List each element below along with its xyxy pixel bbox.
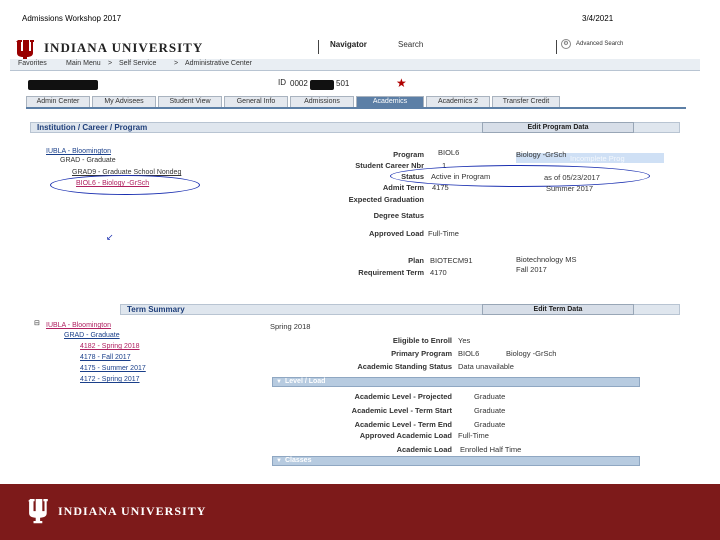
edit-program-data-button[interactable]: Edit Program Data xyxy=(482,122,634,133)
tree-item-nondeg-program[interactable]: GRAD9 - Graduate School Nondeg xyxy=(72,169,182,176)
admit-term-desc: Summer 2017 xyxy=(546,184,594,193)
status-value: Active in Program xyxy=(431,172,491,181)
tree-item-institution[interactable]: IUBLA - Bloomington xyxy=(46,148,111,155)
term-tree-institution[interactable]: IUBLA - Bloomington xyxy=(46,322,111,329)
tree-item-career[interactable]: GRAD - Graduate xyxy=(60,157,116,164)
divider xyxy=(318,40,319,54)
annotation-circle xyxy=(50,175,200,195)
slide-footer xyxy=(0,484,720,540)
edit-term-data-button[interactable]: Edit Term Data xyxy=(482,304,634,315)
tab-transfer-credit[interactable]: Transfer Credit xyxy=(492,96,560,108)
tab-general-info[interactable]: General Info xyxy=(224,96,288,108)
program-code: BIOL6 xyxy=(438,148,460,157)
classes-header[interactable] xyxy=(272,456,640,466)
university-name: INDIANA UNIVERSITY xyxy=(44,40,204,55)
advanced-search-link[interactable]: Advanced Search xyxy=(576,41,624,47)
slide-date: 3/4/2021 xyxy=(582,14,614,23)
icp-section-title: Institution / Career / Program xyxy=(37,123,148,132)
program-label: Program xyxy=(393,150,424,159)
term-tree-career[interactable]: GRAD - Graduate xyxy=(64,332,120,339)
level-load-header[interactable] xyxy=(272,377,640,387)
term-tree-4175[interactable]: 4175 - Summer 2017 xyxy=(80,365,146,372)
star-icon: ★ xyxy=(396,76,407,90)
approved-academic-load-label: Approved Academic Load xyxy=(359,431,452,440)
incomplete-prog-text: Incomplete Prog xyxy=(570,154,625,163)
breadcrumb-separator: > xyxy=(108,60,113,67)
program-desc: Biology -GrSch xyxy=(516,150,567,159)
navigator-link[interactable]: Navigator xyxy=(330,40,367,49)
screenshot xyxy=(10,34,700,470)
academic-load: Enrolled Half Time xyxy=(460,445,522,454)
eligible-label: Eligible to Enroll xyxy=(392,336,452,345)
breadcrumb-separator: > xyxy=(174,60,179,67)
annotation-circle xyxy=(390,165,650,187)
menu-main-menu[interactable]: Main Menu xyxy=(66,60,101,67)
expected-graduation-label: Expected Graduation xyxy=(348,195,424,204)
redacted-id xyxy=(310,80,334,90)
student-id: 0002 xyxy=(290,79,308,88)
tab-admin-center[interactable]: Admin Center xyxy=(26,96,90,108)
student-header xyxy=(28,78,428,92)
term-tree-4172[interactable]: 4172 - Spring 2017 xyxy=(80,376,140,383)
academic-load-label: Academic Load xyxy=(396,445,452,454)
tab-admissions[interactable]: Admissions xyxy=(290,96,354,108)
advanced-search-icon[interactable]: ⚙ xyxy=(561,39,571,49)
student-id-label: ID xyxy=(278,78,286,87)
approved-load: Full-Time xyxy=(428,229,459,238)
plan-label: Plan xyxy=(408,256,424,265)
eligible-value: Yes xyxy=(458,336,471,345)
degree-status-label: Degree Status xyxy=(373,211,424,220)
requirement-term: 4170 xyxy=(430,268,447,277)
slide-header xyxy=(0,12,720,26)
primary-program-label: Primary Program xyxy=(391,349,452,358)
level-projected: Graduate xyxy=(474,392,506,401)
admit-term: 4175 xyxy=(432,183,449,192)
career-nbr: 1 xyxy=(442,161,447,170)
menu-favorites[interactable]: Favorites xyxy=(18,60,47,67)
academic-standing: Data unavailable xyxy=(458,362,514,371)
tree-collapse-icon[interactable]: ⊟ xyxy=(34,320,40,327)
tab-academics[interactable]: Academics xyxy=(356,96,424,108)
level-projected-label: Academic Level - Projected xyxy=(354,392,452,401)
tab-student-view[interactable]: Student View xyxy=(158,96,222,108)
primary-program: BIOL6 xyxy=(458,349,480,358)
student-id-suffix: 501 xyxy=(336,79,350,88)
tab-academics-2[interactable]: Academics 2 xyxy=(426,96,490,108)
menu-breadcrumb xyxy=(10,59,700,71)
redacted-name xyxy=(28,80,98,90)
requirement-term-label: Requirement Term xyxy=(358,268,424,277)
tab-underline xyxy=(26,107,686,109)
approved-load-label: Approved Load xyxy=(368,229,424,238)
iu-trident-logo xyxy=(28,496,50,524)
menu-administrative-center[interactable]: Administrative Center xyxy=(185,60,252,67)
plan-desc: Biotechnology MS xyxy=(516,255,577,264)
level-term-start: Graduate xyxy=(474,406,506,415)
career-nbr-label: Student Career Nbr xyxy=(355,161,424,170)
collapse-icon: ▼ xyxy=(276,379,282,385)
annotation-mark: ↙ xyxy=(106,232,114,242)
search-link[interactable]: Search xyxy=(398,40,424,49)
divider xyxy=(556,40,557,54)
level-load-title: Level / Load xyxy=(285,378,326,385)
status-label: Status xyxy=(401,172,424,181)
primary-program-desc: Biology -GrSch xyxy=(506,349,557,358)
requirement-term-desc: Fall 2017 xyxy=(516,265,547,274)
term-summary-title: Term Summary xyxy=(127,305,185,314)
level-term-end-label: Academic Level - Term End xyxy=(354,420,452,429)
academic-standing-label: Academic Standing Status xyxy=(357,362,452,371)
classes-title: Classes xyxy=(285,457,312,464)
level-term-end: Graduate xyxy=(474,420,506,429)
tab-my-advisees[interactable]: My Advisees xyxy=(92,96,156,108)
approved-academic-load: Full-Time xyxy=(458,431,489,440)
menu-self-service[interactable]: Self Service xyxy=(119,60,157,67)
footer-university-name: INDIANA UNIVERSITY xyxy=(58,504,207,518)
collapse-icon: ▼ xyxy=(276,458,282,464)
status-date: as of 05/23/2017 xyxy=(544,173,600,182)
tree-item-biol6-program[interactable]: BIOL6 - Biology -GrSch xyxy=(76,180,150,187)
term-tree-4182[interactable]: 4182 - Spring 2018 xyxy=(80,343,140,350)
current-term: Spring 2018 xyxy=(270,322,311,331)
admit-term-label: Admit Term xyxy=(382,183,424,192)
term-tree-4178[interactable]: 4178 - Fall 2017 xyxy=(80,354,131,361)
slide-title: Admissions Workshop 2017 xyxy=(22,14,122,23)
plan-code: BIOTECM91 xyxy=(430,256,473,265)
level-term-start-label: Academic Level - Term Start xyxy=(351,406,452,415)
